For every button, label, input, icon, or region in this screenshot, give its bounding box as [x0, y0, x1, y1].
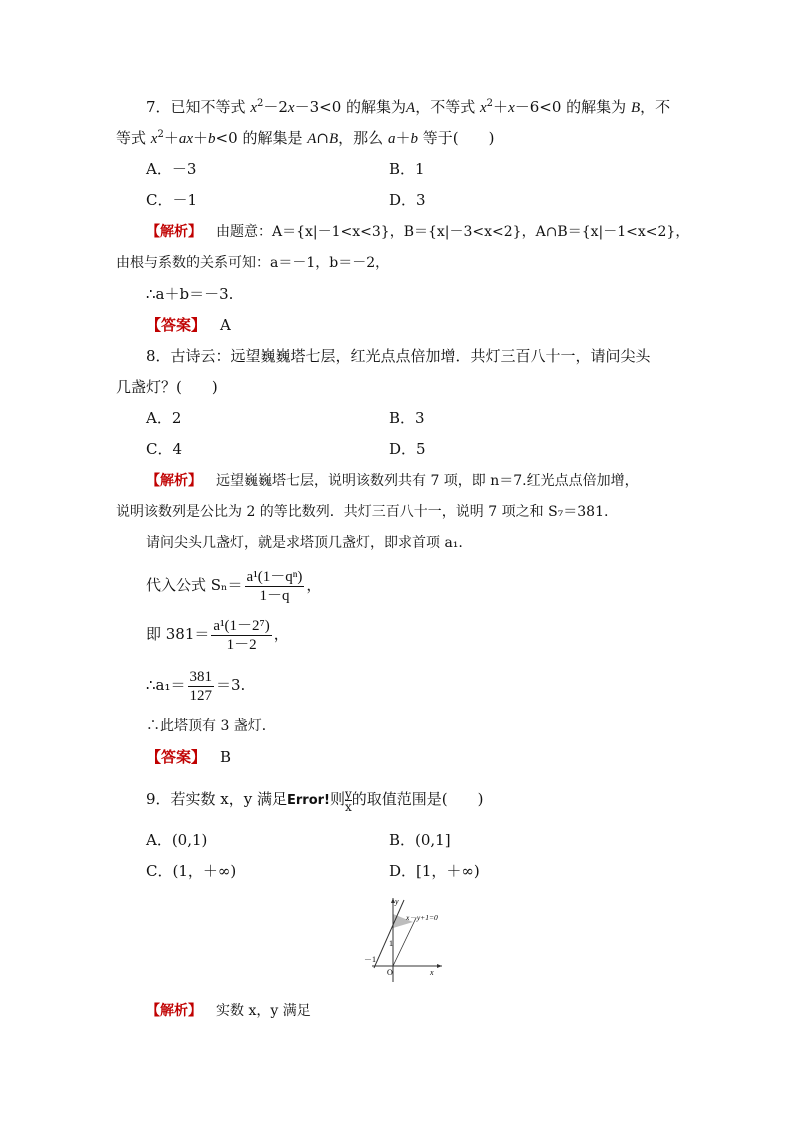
q8-answer: 【答案】 B [146, 748, 232, 766]
y-axis-label: y [395, 897, 399, 906]
q7-answer: 【答案】 A [146, 316, 231, 334]
q8-conclusion: ∴此塔顶有 3 盏灯． [146, 718, 276, 734]
q7-stem-line-2: 等式 $x^2+ax+b<0$ 的解集是 A∩B，那么 a＋b 等于( ) [116, 129, 495, 147]
boundary-line [374, 900, 404, 968]
origin-label: O [387, 968, 393, 977]
q7-stem-line-1: 7．已知不等式 $x^2-2x-3<0$ 的解集为A，不等式 $x^2+x-6<0$ 的解集为 B，不 [146, 98, 671, 116]
q8-option-d: D．5 [389, 440, 426, 458]
q8-formula-fraction: $\frac{\text{a¹(1－qⁿ)}}{1-q}$ [246, 568, 303, 604]
q7-analysis-line-3: ∴a＋b＝－3. [146, 285, 234, 303]
q8-answer-tag: 【答案】 [146, 748, 207, 766]
q9-stem-line-1: 9．若实数 x，y 满足Error!则 $\frac{y}{x}$ 的取值范围是( ) [146, 786, 484, 814]
q9-region-graph [360, 894, 450, 984]
line-equation-label: x－y+1=0 [406, 913, 438, 922]
q8-option-a: A．2 [146, 409, 182, 427]
q8-analysis-line-3: 请问尖头几盏灯，就是求塔顶几盏灯，即求首项 a₁. [146, 535, 463, 551]
q7-answer-tag: 【答案】 [146, 316, 207, 334]
q8-result-fraction: $\frac{381}{127}$ [189, 668, 212, 704]
q8-analysis-tag: 【解析】 [146, 473, 202, 489]
q8-stem-line-2: 几盏灯？( ) [116, 378, 218, 396]
q7-analysis-line-1: 【解析】 由题意：A＝{x|－1<x<3}，B＝{x|－3<x<2}，A∩B＝{x|－1<x<2}， [146, 224, 690, 240]
x-axis-arrow [437, 964, 442, 968]
q9-option-b: B．(0,1] [389, 831, 451, 849]
q8-stem-line-1: 8．古诗云：远望巍巍塔七层，红光点点倍加增．共灯三百八十一，请问尖头 [146, 347, 651, 365]
q9-error-text: Error! [287, 793, 330, 808]
q8-option-b: B．3 [389, 409, 425, 427]
q8-substitution-fraction: $\frac{\text{a¹(1－2⁷)}}{1-2}$ [213, 617, 270, 653]
x-axis-label: x [430, 968, 434, 977]
q9-option-c: C．(1，＋∞) [146, 862, 237, 880]
q8-formula: 代入公式 Sₙ＝ $\frac{\text{a¹(1－qⁿ)}}{1-q}$ ， [146, 568, 322, 604]
q8-analysis-line-1: 【解析】 远望巍巍塔七层，说明该数列共有 7 项，即 n＝7.红光点点倍加增， [146, 473, 639, 489]
q8-analysis-line-2: 说明该数列是公比为 2 的等比数列．共灯三百八十一，说明 7 项之和 S₇＝381. [116, 504, 609, 520]
q9-y-over-x: $\frac{y}{x}$ [345, 786, 352, 814]
q7-analysis-line-2: 由根与系数的关系可知：a＝－1，b＝－2， [116, 255, 390, 271]
q7-option-c: C．－1 [146, 191, 198, 209]
q7-option-a: A．－3 [146, 160, 197, 178]
q7-option-d: D．3 [389, 191, 426, 209]
q8-option-c: C．4 [146, 440, 183, 458]
q8-result: ∴a₁＝ $\frac{381}{127}$ ＝3. [146, 668, 246, 704]
q9-analysis-line-1: 【解析】 实数 x，y 满足 [146, 1003, 311, 1019]
y-intercept-label: 1 [389, 939, 393, 948]
q9-option-d: D．[1，＋∞) [389, 862, 480, 880]
q9-analysis-tag: 【解析】 [146, 1003, 202, 1019]
x-intercept-label: －1 [364, 955, 376, 964]
q7-option-b: B．1 [389, 160, 425, 178]
q9-option-a: A．(0,1) [146, 831, 208, 849]
q8-substitution: 即 381＝ $\frac{\text{a¹(1－2⁷)}}{1-2}$ ， [146, 617, 289, 653]
q7-analysis-tag: 【解析】 [146, 224, 202, 240]
